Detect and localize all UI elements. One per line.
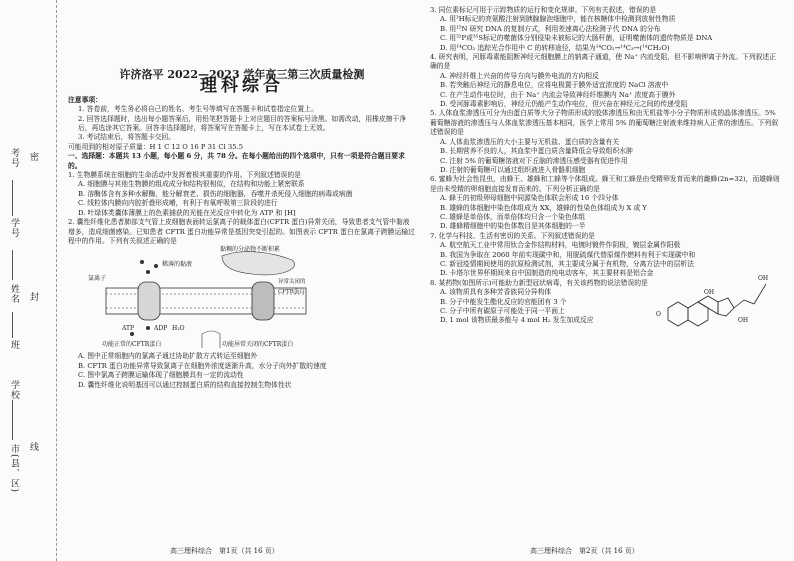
option: D. 受河豚毒素影响后，神经元仍能产生动作电位，但兴奋在神经元之间的传递受阻 <box>440 100 688 109</box>
option: B. 我国为争取在 2060 年前实现碳中和，用脱硫煤代替原煤作燃料有利于实现碳中和 <box>440 250 696 259</box>
seal-mi: 密 <box>30 153 40 163</box>
option: A. 航空航天工业中常用钛合金作结构材料，电镀时镀件作阴极，镀层金属作阳极 <box>440 241 681 250</box>
option: D. 1 mol 该物质最多能与 4 mol H₂ 发生加成反应 <box>440 316 594 325</box>
option: A. 神经纤维上兴奋的传导方向与膜外电流的方向相反 <box>440 71 599 80</box>
label-adp: ADP <box>154 325 168 333</box>
label-chloride: 氯离子 <box>88 275 107 283</box>
question-stem: 2. 囊性纤维化患者肺部支气管上皮细胞表面转运氯离子的载体蛋白(CFTR 蛋白)异常关闭，导致患者支气管中黏液增多，造成细菌感染。已知患者 CFTR 蛋白功能异常是基因突变引起的。如图表示 CFTR 蛋白在氯离子跨膜运输过程中的作用。下列有关叙述正确的是 <box>68 218 415 245</box>
question-stem: 4. 研究表明，河豚毒素能阻断神经元细胞膜上的钠离子通道，使 Na⁺ 内流受阻，但不影响钾离子外流。下列叙述正确的是 <box>430 53 777 71</box>
option: C. 分子中所有碳原子可能处于同一平面上 <box>440 307 565 315</box>
struct-oh-1: OH <box>704 289 715 297</box>
caption-abnormal: 功能异常关闭的CFTR蛋白 <box>222 341 294 349</box>
option: C. 在产生动作电位时，由于 Na⁺ 内流会导致神经纤维膜内 Na⁺ 浓度高于膜外 <box>440 90 676 99</box>
option: D. 用¹⁴CO₂ 追踪光合作用中 C 的转移途径，结果为¹⁴CO₂→¹⁴C₃→(¹⁴CH₂O) <box>440 43 670 52</box>
label-top: 黏稠的分泌物不断积累 <box>220 246 281 254</box>
option: A. 蜂王的初级卵母细胞中同源染色体联会形成 16 个四分体 <box>440 194 619 203</box>
question-stem: 3. 同位素标记可用于示踪物质的运行和变化规律。下列有关叙述，错误的是 <box>430 6 657 14</box>
option: B. 若突触后神经元的静息电位，应将电极置于膜外适宜浓度的 NaCl 溶液中 <box>440 81 669 90</box>
label-h2o: H₂O <box>172 325 185 333</box>
molecule-structure <box>654 274 772 334</box>
xuehao-line <box>12 250 13 280</box>
option: A. 用³H标记的亮氨酸注射到胰腺腺泡细胞中，能在核糖体中检测到放射性物质 <box>440 15 676 24</box>
notice-item: 1. 答卷前，考生务必将自己的姓名、考生号等填写在答题卡和试卷指定位置上。 <box>78 105 318 114</box>
question-stem: 7. 化学与科技、生活有密切的关系。下列叙述错误的是 <box>430 231 595 240</box>
question-stem: 6. 蜜蜂为社会性昆虫，由蜂王、雄蜂和工蜂等个体组成。蜂王和工蜂是由受精卵发育而来的雌蜂(2n=32)，而雄蜂则是由未受精的卵细胞直接发育而来的。下列分析正确的是 <box>430 175 780 193</box>
label-abnormal-cftr: 异常关闭的CFTR蛋白 <box>278 279 306 295</box>
xingming-line <box>12 312 13 338</box>
caption-normal: 功能正常的CFTR蛋白 <box>102 341 162 349</box>
notice-heading: 注意事项： <box>68 95 102 104</box>
option: C. 雄蜂是单倍体，而单倍体均只含一个染色体组 <box>440 212 586 221</box>
xingming-label: 姓名 <box>9 284 19 304</box>
option: D. 卡塔尔世界杯期间来自中国制造的纯电动客车，其主要材料是铝合金 <box>440 269 654 278</box>
option: B. 雄蜂的体细胞中染色体组成为 XX，雄蜂的性染色体组成为 X 或 Y <box>440 203 647 212</box>
option: C. 新冠疫情期间使用的抗原检测试剂，其主要成分属于有机物，分离方法中的层析法 <box>440 259 694 268</box>
page-left <box>68 70 416 390</box>
seal-xian: 线 <box>30 443 40 453</box>
subject-title: 理科综合 <box>200 76 284 97</box>
section-heading: 一、选择题：本题共 13 小题，每小题 6 分，共 78 分。在每小题给出的四个选项中，只有一项是符合题目要求的。 <box>68 152 405 170</box>
option: B. 溶酶体含有多种水解酶，能分解衰老、损伤的细胞器，吞噬并杀死侵入细胞的病毒或病菌 <box>78 189 353 198</box>
notice-item: 2. 回答选择题时，选出每小题答案后，用铅笔把答题卡上对应题目的答案标号涂黑。如需改动，用橡皮擦干净后，再选涂其它答案。回答非选择题时，将答案写在答题卡上，写在本试卷上无效。 <box>78 114 407 133</box>
option: A. 该物质具有多种芳香族同分异构体 <box>440 288 552 297</box>
atomic-mass: 可能用到的相对原子质量：H 1 C 12 O 16 P 31 Cl 35.5 <box>68 142 244 151</box>
struct-o: O <box>656 311 661 319</box>
option: D. 雄蜂精细胞中的染色体数目是其体细胞的一半 <box>440 222 586 231</box>
shiqu-label: 市(县、区) <box>9 444 19 494</box>
ban-label: 班 <box>9 340 19 350</box>
question-stem: 8. 某药物(如图所示)可能助力新型冠状病毒，有关该药物的说法错误的是 <box>430 278 648 287</box>
kaohao-line <box>12 180 13 216</box>
notice-item: 3. 考试结束后，将答题卡交回。 <box>78 133 176 142</box>
option: D. 叶绿体类囊体薄膜上的色素捕获的光能在光反应中转化为 ATP 和 [H] <box>78 208 296 217</box>
option: B. CFTR 蛋白功能异常导致氯离子在细胞外浓度逐渐升高，水分子向外扩散的速度 <box>78 361 327 370</box>
xuehao-label: 学号 <box>9 218 19 238</box>
option: C. 图中氯离子跨膜运输体现了细胞膜具有一定的流动性 <box>78 371 244 380</box>
xuexiao-line <box>12 400 13 440</box>
option: C. 线粒体内膜向内腔折叠形成嵴，有利于有氧呼吸第三阶段的进行 <box>78 199 278 208</box>
option: D. 注射的葡萄糖可以通过组织液进入骨骼肌细胞 <box>440 165 586 174</box>
option: C. 注射 5% 的葡萄糖溶液对下丘脑的渗透压感受器有促进作用 <box>440 156 628 165</box>
cftr-figure <box>88 246 312 350</box>
question-stem: 5. 人体血浆渗透压可分为由蛋白质等大分子物质形成的胶体渗透压和由无机盐等小分子物质形成的晶体渗透压。5% 葡萄糖溶液的渗透压与人体血浆渗透压基本相同，医学上常用 5% 的葡萄糖注射液来维持病人正常的渗透压。下列叙述错误的是 <box>430 109 779 137</box>
exam-title: 许济洛平 2022—2023 学年高三第三次质量检测 <box>119 68 365 81</box>
cftr-diagram <box>102 248 312 350</box>
question-stem: 1. 生物膜系统在细胞的生命活动中发挥着极其重要的作用。下列叙述错误的是 <box>68 171 301 180</box>
option: B. 分子中能发生酯化反应的官能团有 3 个 <box>440 297 567 306</box>
option: C. 用³²P或³⁵S标记的噬菌体分别侵染未被标记的大肠杆菌，证明噬菌体的遗传物质是 DNA <box>440 34 713 43</box>
label-thin-mucus: 稀薄的黏液 <box>162 261 193 269</box>
option: A. 人体血浆渗透压的大小主要与无机盐、蛋白质的含量有关 <box>440 137 620 146</box>
page-right <box>430 6 782 326</box>
option: B. 用¹⁵N 研究 DNA 的复制方式，利用差速离心法检测子代 DNA 的分布 <box>440 24 661 33</box>
option: B. 长期营养不良的人，其血浆中蛋白质含量降低会导致组织水肿 <box>440 147 633 156</box>
option: A. 图中正常细胞内的氯离子通过协助扩散方式转运至细胞外 <box>78 352 258 361</box>
footer-right: 高三理科综合 第2页（共 16 页） <box>530 547 639 555</box>
option: A. 细胞膜与其他生物膜的组成成分和结构很相似，在结构和功能上紧密联系 <box>78 180 305 189</box>
footer-left: 高三理科综合 第1页（共 16 页） <box>170 547 279 555</box>
molecule-svg <box>654 274 772 334</box>
seal-feng: 封 <box>30 293 40 303</box>
kaohao-label: 考号 <box>9 148 19 168</box>
binding-margin <box>0 0 57 561</box>
label-atp: ATP <box>122 325 135 333</box>
struct-oh-3: OH <box>758 275 769 283</box>
struct-oh-2: OH <box>738 317 749 325</box>
option: D. 囊性纤维化说明基因可以通过控制蛋白质的结构直接控制生物体性状 <box>78 380 292 389</box>
xuexiao-label: 学校 <box>9 380 19 400</box>
